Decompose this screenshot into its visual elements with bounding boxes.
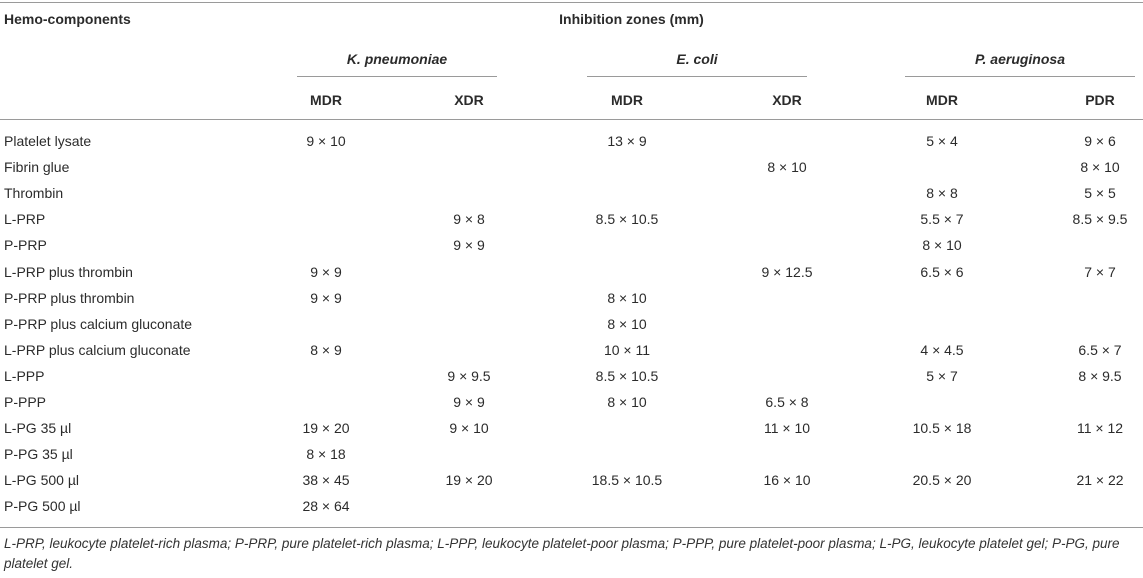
table-cell: 10.5 × 18 bbox=[912, 420, 972, 436]
table-cell: 11 × 12 bbox=[1076, 420, 1124, 436]
table-cell: 19 × 20 bbox=[302, 420, 350, 436]
table-cell: 8 × 9.5 bbox=[1078, 368, 1122, 384]
span-title: Inhibition zones (mm) bbox=[559, 11, 704, 27]
table-cell: 6.5 × 7 bbox=[1078, 342, 1122, 358]
table-cell: 10 × 11 bbox=[603, 342, 651, 358]
table-cell: 5 × 4 bbox=[926, 133, 958, 149]
table-cell: 6.5 × 8 bbox=[765, 394, 809, 410]
table-cell: 9 × 9 bbox=[310, 264, 342, 280]
col-header-p-mdr: MDR bbox=[926, 92, 958, 108]
table-cell: 9 × 12.5 bbox=[761, 264, 813, 280]
table-cell: 8.5 × 9.5 bbox=[1072, 211, 1128, 227]
table-cell: 8 × 10 bbox=[1080, 159, 1120, 175]
row-label: L-PPP bbox=[4, 368, 45, 384]
table-cell: 6.5 × 6 bbox=[920, 264, 964, 280]
table-cell: 5.5 × 7 bbox=[920, 211, 964, 227]
group-rule-e-coli bbox=[587, 76, 807, 77]
row-label: L-PG 500 µl bbox=[4, 472, 79, 488]
table-cell: 8 × 10 bbox=[922, 237, 962, 253]
table-cell: 18.5 × 10.5 bbox=[591, 472, 663, 488]
row-label: P-PRP bbox=[4, 237, 47, 253]
table-cell: 9 × 9 bbox=[453, 394, 485, 410]
table-cell: 11 × 10 bbox=[763, 420, 811, 436]
table-cell: 7 × 7 bbox=[1084, 264, 1116, 280]
row-label: Platelet lysate bbox=[4, 133, 92, 149]
table-cell: 8 × 10 bbox=[607, 316, 647, 332]
table-cell: 5 × 5 bbox=[1084, 185, 1116, 201]
table-cell: 8 × 10 bbox=[607, 290, 647, 306]
table-cell: 8 × 8 bbox=[926, 185, 958, 201]
header-bottom-rule bbox=[0, 119, 1143, 120]
table-cell: 38 × 45 bbox=[302, 472, 350, 488]
row-label: Fibrin glue bbox=[4, 159, 70, 175]
table-cell: 8 × 10 bbox=[767, 159, 807, 175]
table-cell: 9 × 8 bbox=[453, 211, 485, 227]
col-header-k-mdr: MDR bbox=[310, 92, 342, 108]
table-cell: 5 × 7 bbox=[926, 368, 958, 384]
col-header-p-pdr: PDR bbox=[1085, 92, 1115, 108]
table-footnote: L-PRP, leukocyte platelet-rich plasma; P-PRP, pure platelet-rich plasma; L-PPP, leukocyte platelet-poor plasma; P-PPP, pure platelet-poor plasma; L-PG, leukocyte platelet gel; P-PG, pure platelet gel. bbox=[4, 536, 1120, 571]
organism-header-k-pneumoniae: K. pneumoniae bbox=[346, 51, 448, 67]
table-cell: 20.5 × 20 bbox=[912, 472, 972, 488]
row-label-header: Hemo-components bbox=[4, 11, 131, 27]
row-label: P-PG 500 µl bbox=[4, 498, 81, 514]
group-rule-k-pneumoniae bbox=[297, 76, 497, 77]
table-cell: 4 × 4.5 bbox=[920, 342, 964, 358]
col-header-e-mdr: MDR bbox=[611, 92, 643, 108]
table-cell: 9 × 9.5 bbox=[447, 368, 491, 384]
table-top-rule bbox=[0, 2, 1143, 3]
col-header-k-xdr: XDR bbox=[454, 92, 484, 108]
table-cell: 9 × 10 bbox=[306, 133, 346, 149]
table-cell: 8 × 10 bbox=[607, 394, 647, 410]
table-cell: 16 × 10 bbox=[763, 472, 811, 488]
table-bottom-rule bbox=[0, 527, 1143, 528]
table-cell: 21 × 22 bbox=[1076, 472, 1124, 488]
row-label: P-PPP bbox=[4, 394, 47, 410]
row-label: P-PG 35 µl bbox=[4, 446, 73, 462]
table-cell: 9 × 9 bbox=[310, 290, 342, 306]
table-cell: 19 × 20 bbox=[445, 472, 493, 488]
row-label: L-PRP plus calcium gluconate bbox=[4, 342, 191, 358]
table-cell: 8 × 9 bbox=[310, 342, 342, 358]
table-cell: 9 × 10 bbox=[449, 420, 489, 436]
table-cell: 13 × 9 bbox=[607, 133, 647, 149]
organism-header-p-aeruginosa: P. aeruginosa bbox=[974, 51, 1065, 67]
table-cell: 9 × 6 bbox=[1084, 133, 1116, 149]
col-header-e-xdr: XDR bbox=[772, 92, 802, 108]
row-label: Thrombin bbox=[4, 185, 64, 201]
table-cell: 8 × 18 bbox=[306, 446, 346, 462]
group-rule-p-aeruginosa bbox=[905, 76, 1135, 77]
row-label: L-PRP bbox=[4, 211, 46, 227]
table-cell: 28 × 64 bbox=[302, 498, 350, 514]
table-cell: 9 × 9 bbox=[453, 237, 485, 253]
table-cell: 8.5 × 10.5 bbox=[595, 368, 659, 384]
organism-header-e-coli: E. coli bbox=[676, 51, 718, 67]
table-cell: 8.5 × 10.5 bbox=[595, 211, 659, 227]
row-label: L-PG 35 µl bbox=[4, 420, 72, 436]
row-label: P-PRP plus calcium gluconate bbox=[4, 316, 193, 332]
row-label: P-PRP plus thrombin bbox=[4, 290, 135, 306]
row-label: L-PRP plus thrombin bbox=[4, 264, 133, 280]
